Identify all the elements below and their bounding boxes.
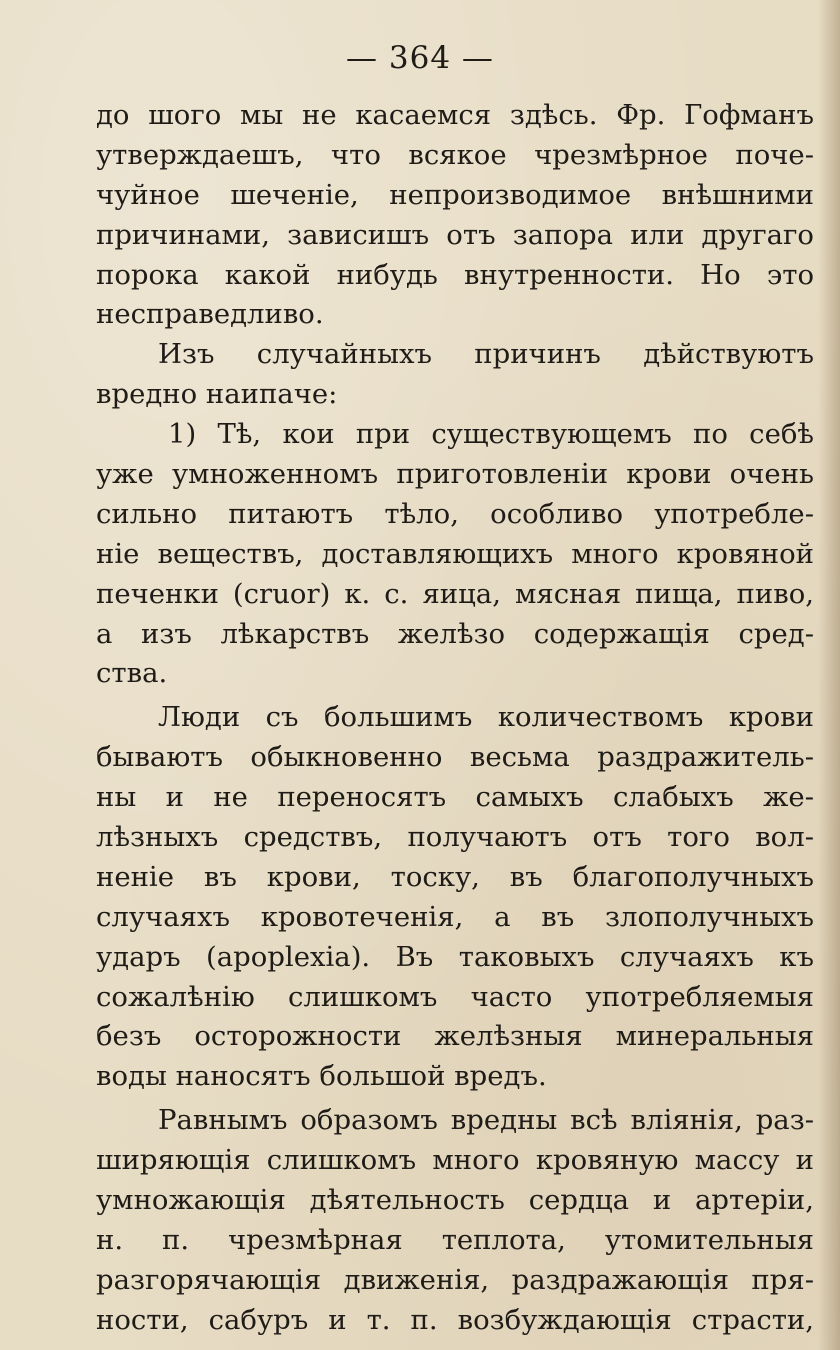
text-line: Люди съ большимъ количествомъ крови <box>158 701 814 734</box>
text-line: а изъ лѣкарствъ желѣзо содержащія сред- <box>96 617 814 650</box>
text-line: печенки (cruor) к. с. яица, мясная пища, пиво, <box>96 577 814 610</box>
text-line: лѣзныхъ средствъ, получаютъ отъ того вол- <box>96 821 814 854</box>
page-number: — 364 — <box>346 40 494 76</box>
page-edge-shadow <box>818 0 840 1350</box>
text-line: случаяхъ кровотеченія, а въ злополучныхъ <box>96 900 814 933</box>
text-line: причинами, зависишъ отъ запора или другаго <box>96 218 814 251</box>
text-line: сожалѣнію слишкомъ часто употребляемыя <box>96 980 814 1013</box>
text-line: неніе въ крови, тоску, въ благополучныхъ <box>96 860 814 893</box>
text-line: уже умноженномъ приготовленіи крови очень <box>96 458 814 491</box>
text-line: н. п. чрезмѣрная теплота, утомительныя <box>96 1223 814 1256</box>
text-line: ударъ (apoplexia). Въ таковыхъ случаяхъ къ <box>96 940 814 973</box>
text-line: чуйное шеченіе, непроизводимое внѣшними <box>96 178 814 211</box>
text-line: сильно питаютъ тѣло, особливо употребле- <box>96 497 814 530</box>
text-line: несправедливо. <box>96 298 324 331</box>
text-line: 1) Тѣ, кои при существующемъ по себѣ <box>168 418 814 451</box>
text-line: ны и не переносятъ самыхъ слабыхъ же- <box>96 781 814 814</box>
text-line: ства. <box>96 657 168 690</box>
text-line: утверждаешъ, что всякое чрезмѣрное поче- <box>96 138 814 171</box>
text-line: ширяющія слишкомъ много кровяную массу и <box>96 1144 814 1177</box>
text-line: безъ осторожности желѣзныя минеральныя <box>96 1020 814 1053</box>
text-line: бываютъ обыкновенно весьма раздражитель- <box>96 741 814 774</box>
text-line: Изъ случайныхъ причинъ дѣйствуютъ <box>158 338 814 371</box>
text-line: вредно наипаче: <box>96 378 338 411</box>
text-line: до шого мы не касаемся здѣсь. Фр. Гофманъ <box>96 99 814 131</box>
text-line: разгорячающія движенія, раздражающія пря- <box>96 1263 814 1296</box>
text-line: Равнымъ образомъ вредны всѣ вліянія, раз- <box>158 1104 814 1137</box>
body-text <box>96 96 814 1341</box>
text-line: воды наносятъ большой вредъ. <box>96 1060 547 1093</box>
text-line: ности, сабуръ и т. п. возбуждающія страсти, <box>96 1303 814 1336</box>
text-line: ніе веществъ, доставляющихъ много кровяной <box>96 537 814 570</box>
text-line: умножающія дѣятельность сердца и артеріи, <box>96 1184 814 1217</box>
text-line: порока какой нибудь внутренности. Но это <box>96 258 814 291</box>
